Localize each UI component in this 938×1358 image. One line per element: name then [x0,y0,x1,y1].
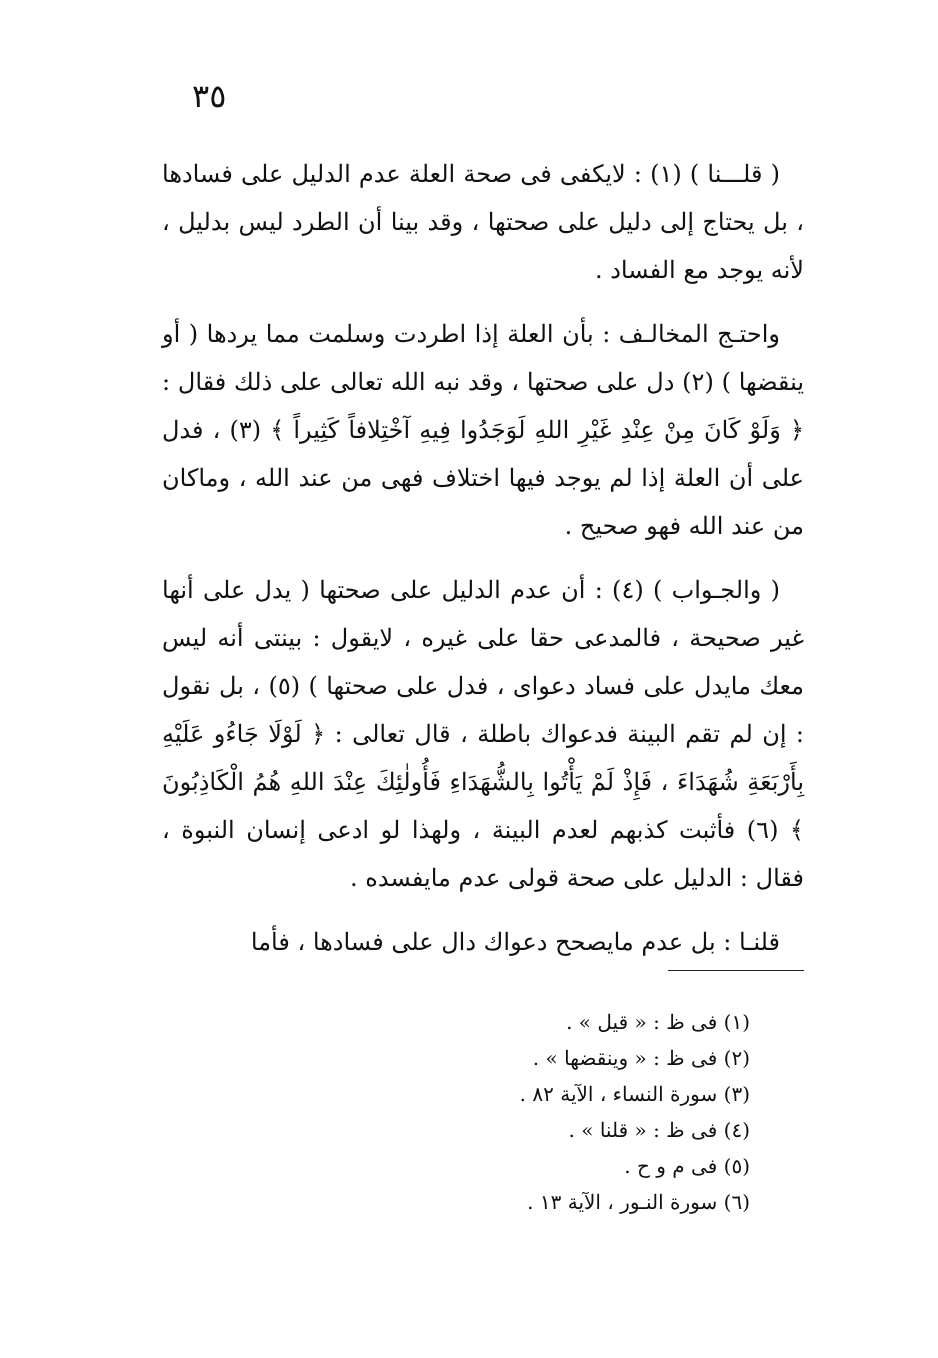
paragraph: ( والجـواب ) (٤) : أن عدم الدليل على صحتها ( يدل على أنها غير صحيحة ، فالمدعى حقا على غيره ، لايقول : بينتى أنه ليس معك مايدل على فساد دعواى ، فدل على صحتها ) (٥) ، بل نقول : إن لم تقم البينة فدعواك باطلة ، قال تعالى : ﴿ لَوْلَا جَاءُو عَلَيْهِ بِأَرْبَعَةِ شُهَدَاءَ ، فَإِذْ لَمْ يَأْتُوا بِالشُّهَدَاءِ فَأُولٰئِكَ عِنْدَ اللهِ هُمُ الْكَاذِبُونَ ﴾ (٦) فأثبت كذبهم لعدم البينة ، ولهذا لو ادعى إنسان النبوة ، فقال : الدليل على صحة قولى عدم مايفسده . [162,576,804,892]
footnote: (٣) سورة النساء ، الآية ٨٢ . [519,1082,750,1106]
footnote: (٦) سورة النـور ، الآية ١٣ . [527,1190,750,1214]
paragraph: واحتـج المخالـف : بأن العلة إذا اطردت وسلمت مما يردها ( أو ينقضها ) (٢) دل على صحتها ، وقد نبه الله تعالى على ذلك فقال : ﴿ وَلَوْ كَانَ مِنْ عِنْدِ غَيْرِ اللهِ لَوَجَدُوا فِيهِ آخْتِلافاً كَثِيراً ﴾ (٣) ، فدل على أن العلة إذا لم يوجد فيها اختلاف فهى من عند الله ، وماكان من عند الله فهو صحيح . [162,320,805,540]
footnote: (٢) فى ظ : « وينقضها » . [532,1046,750,1070]
page-number: ٣٥ [192,77,227,115]
paragraph: ( قلـــنا ) (١) : لايكفى فى صحة العلة عدم الدليل على فسادها ، بل يحتاج إلى دليل على صحتها ، وقد بينا أن الطرد ليس بدليل ، لأنه يوجد مع الفساد . [162,160,804,284]
footnote-separator [668,970,804,971]
paragraph: قلنـا : بل عدم مايصحح دعواك دال على فسادها ، فأما [250,928,780,956]
footnote: (٤) فى ظ : « قلنا » . [568,1118,750,1142]
footnotes [400,1004,750,1220]
main-text [162,150,804,982]
footnote: (١) فى ظ : « قيل » . [566,1010,750,1034]
footnote: (٥) فى م و ح . [624,1154,750,1178]
